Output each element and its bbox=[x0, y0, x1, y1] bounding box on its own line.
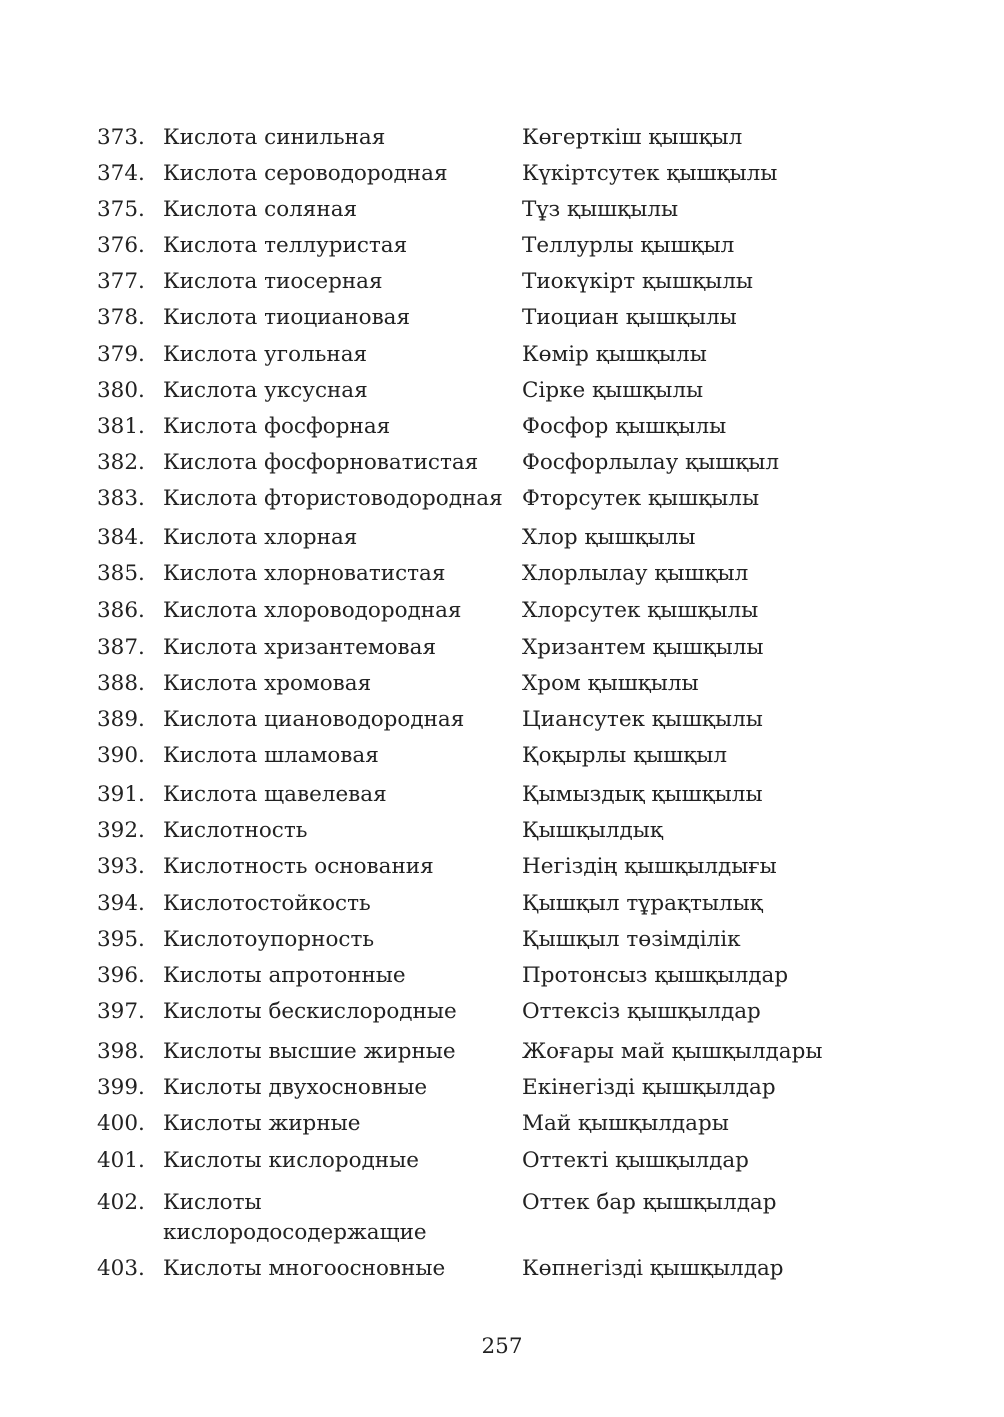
russian-term: Кислота соляная bbox=[163, 197, 358, 222]
kazakh-term: Фосфорлылау қышқыл bbox=[522, 450, 780, 475]
page-number: 257 bbox=[481, 1334, 523, 1359]
entry-number: 381. bbox=[97, 414, 145, 439]
russian-term: Кислотность основания bbox=[163, 854, 434, 879]
russian-term: Кислота хромовая bbox=[163, 671, 372, 696]
entry-number: 389. bbox=[97, 707, 145, 732]
entry-number: 390. bbox=[97, 743, 145, 768]
entry-number: 377. bbox=[97, 269, 145, 294]
entry-number: 375. bbox=[97, 197, 145, 222]
russian-term: Кислоты кислородные bbox=[163, 1148, 419, 1173]
kazakh-term: Негіздің қышқылдығы bbox=[522, 854, 777, 879]
entry-number: 402. bbox=[97, 1190, 145, 1215]
russian-term: Кислота теллуристая bbox=[163, 233, 408, 258]
russian-term: Кислота фосфорная bbox=[163, 414, 391, 439]
kazakh-term: Циансутек қышқылы bbox=[522, 707, 763, 732]
kazakh-term: Көпнегізді қышқылдар bbox=[522, 1256, 784, 1281]
russian-term: Кислоты высшие жирные bbox=[163, 1039, 456, 1064]
kazakh-term: Оттексіз қышқылдар bbox=[522, 999, 761, 1024]
kazakh-term: Тұз қышқылы bbox=[522, 197, 679, 222]
entry-number: 373. bbox=[97, 125, 145, 150]
kazakh-term: Көгерткіш қышқыл bbox=[522, 125, 743, 150]
russian-term: Кислота уксусная bbox=[163, 378, 368, 403]
kazakh-term: Көмір қышқылы bbox=[522, 342, 707, 367]
kazakh-term: Екінегізді қышқылдар bbox=[522, 1075, 776, 1100]
entry-number: 394. bbox=[97, 891, 145, 916]
kazakh-term: Оттек бар қышқылдар bbox=[522, 1190, 777, 1215]
russian-term: Кислота фосфорноватистая bbox=[163, 450, 479, 475]
entry-number: 376. bbox=[97, 233, 145, 258]
russian-term: Кислота тиосерная bbox=[163, 269, 383, 294]
entry-number: 388. bbox=[97, 671, 145, 696]
russian-term: Кислота сероводородная bbox=[163, 161, 448, 186]
entry-number: 374. bbox=[97, 161, 145, 186]
russian-term: Кислота циановодородная bbox=[163, 707, 465, 732]
kazakh-term: Протонсыз қышқылдар bbox=[522, 963, 789, 988]
kazakh-term: Хризантем қышқылы bbox=[522, 635, 764, 660]
entry-number: 382. bbox=[97, 450, 145, 475]
kazakh-term: Қоқырлы қышқыл bbox=[522, 743, 728, 768]
kazakh-term: Қышқыл төзімділік bbox=[522, 927, 741, 952]
entry-number: 403. bbox=[97, 1256, 145, 1281]
russian-term: Кислота синильная bbox=[163, 125, 386, 150]
russian-term: Кислота фтористоводородная bbox=[163, 486, 503, 511]
entry-number: 384. bbox=[97, 525, 145, 550]
russian-term: Кислоты бескислородные bbox=[163, 999, 457, 1024]
entry-number: 398. bbox=[97, 1039, 145, 1064]
russian-term: Кислотность bbox=[163, 818, 308, 843]
entry-number: 393. bbox=[97, 854, 145, 879]
kazakh-term: Фосфор қышқылы bbox=[522, 414, 727, 439]
entry-number: 400. bbox=[97, 1111, 145, 1136]
entry-number: 395. bbox=[97, 927, 145, 952]
russian-term: Кислота хлороводородная bbox=[163, 598, 462, 623]
kazakh-term: Қымыздық қышқылы bbox=[522, 782, 763, 807]
kazakh-term: Хлорсутек қышқылы bbox=[522, 598, 759, 623]
russian-term: Кислоты кислородосодержащие bbox=[163, 1190, 427, 1245]
kazakh-term: Фторсутек қышқылы bbox=[522, 486, 760, 511]
russian-term: Кислота щавелевая bbox=[163, 782, 387, 807]
russian-term: Кислоты многоосновные bbox=[163, 1256, 446, 1281]
russian-term: Кислота хлорноватистая bbox=[163, 561, 446, 586]
entry-number: 387. bbox=[97, 635, 145, 660]
kazakh-term: Күкіртсутек қышқылы bbox=[522, 161, 778, 186]
kazakh-term: Қышқыл тұрақтылық bbox=[522, 891, 763, 916]
russian-term: Кислоты апротонные bbox=[163, 963, 406, 988]
russian-term: Кислота шламовая bbox=[163, 743, 379, 768]
entry-number: 392. bbox=[97, 818, 145, 843]
kazakh-term: Оттекті қышқылдар bbox=[522, 1148, 749, 1173]
kazakh-term: Теллурлы қышқыл bbox=[522, 233, 735, 258]
entry-number: 396. bbox=[97, 963, 145, 988]
entry-number: 397. bbox=[97, 999, 145, 1024]
kazakh-term: Тиоциан қышқылы bbox=[522, 305, 737, 330]
kazakh-term: Жоғары май қышқылдары bbox=[522, 1039, 823, 1064]
kazakh-term: Қышқылдық bbox=[522, 818, 663, 843]
russian-term: Кислотостойкость bbox=[163, 891, 371, 916]
russian-term: Кислота тиоциановая bbox=[163, 305, 411, 330]
entry-number: 401. bbox=[97, 1148, 145, 1173]
kazakh-term: Хлорлылау қышқыл bbox=[522, 561, 749, 586]
kazakh-term: Хлор қышқылы bbox=[522, 525, 696, 550]
russian-term: Кислоты жирные bbox=[163, 1111, 361, 1136]
entry-number: 378. bbox=[97, 305, 145, 330]
entry-number: 385. bbox=[97, 561, 145, 586]
entry-number: 391. bbox=[97, 782, 145, 807]
russian-term: Кислота хризантемовая bbox=[163, 635, 437, 660]
russian-term: Кислота угольная bbox=[163, 342, 368, 367]
kazakh-term: Сірке қышқылы bbox=[522, 378, 704, 403]
russian-term: Кислоты двухосновные bbox=[163, 1075, 428, 1100]
russian-term: Кислота хлорная bbox=[163, 525, 358, 550]
entry-number: 380. bbox=[97, 378, 145, 403]
kazakh-term: Тиокүкірт қышқылы bbox=[522, 269, 754, 294]
entry-number: 383. bbox=[97, 486, 145, 511]
russian-term: Кислотоупорность bbox=[163, 927, 375, 952]
kazakh-term: Хром қышқылы bbox=[522, 671, 699, 696]
entry-number: 386. bbox=[97, 598, 145, 623]
entry-number: 399. bbox=[97, 1075, 145, 1100]
entry-number: 379. bbox=[97, 342, 145, 367]
kazakh-term: Май қышқылдары bbox=[522, 1111, 729, 1136]
